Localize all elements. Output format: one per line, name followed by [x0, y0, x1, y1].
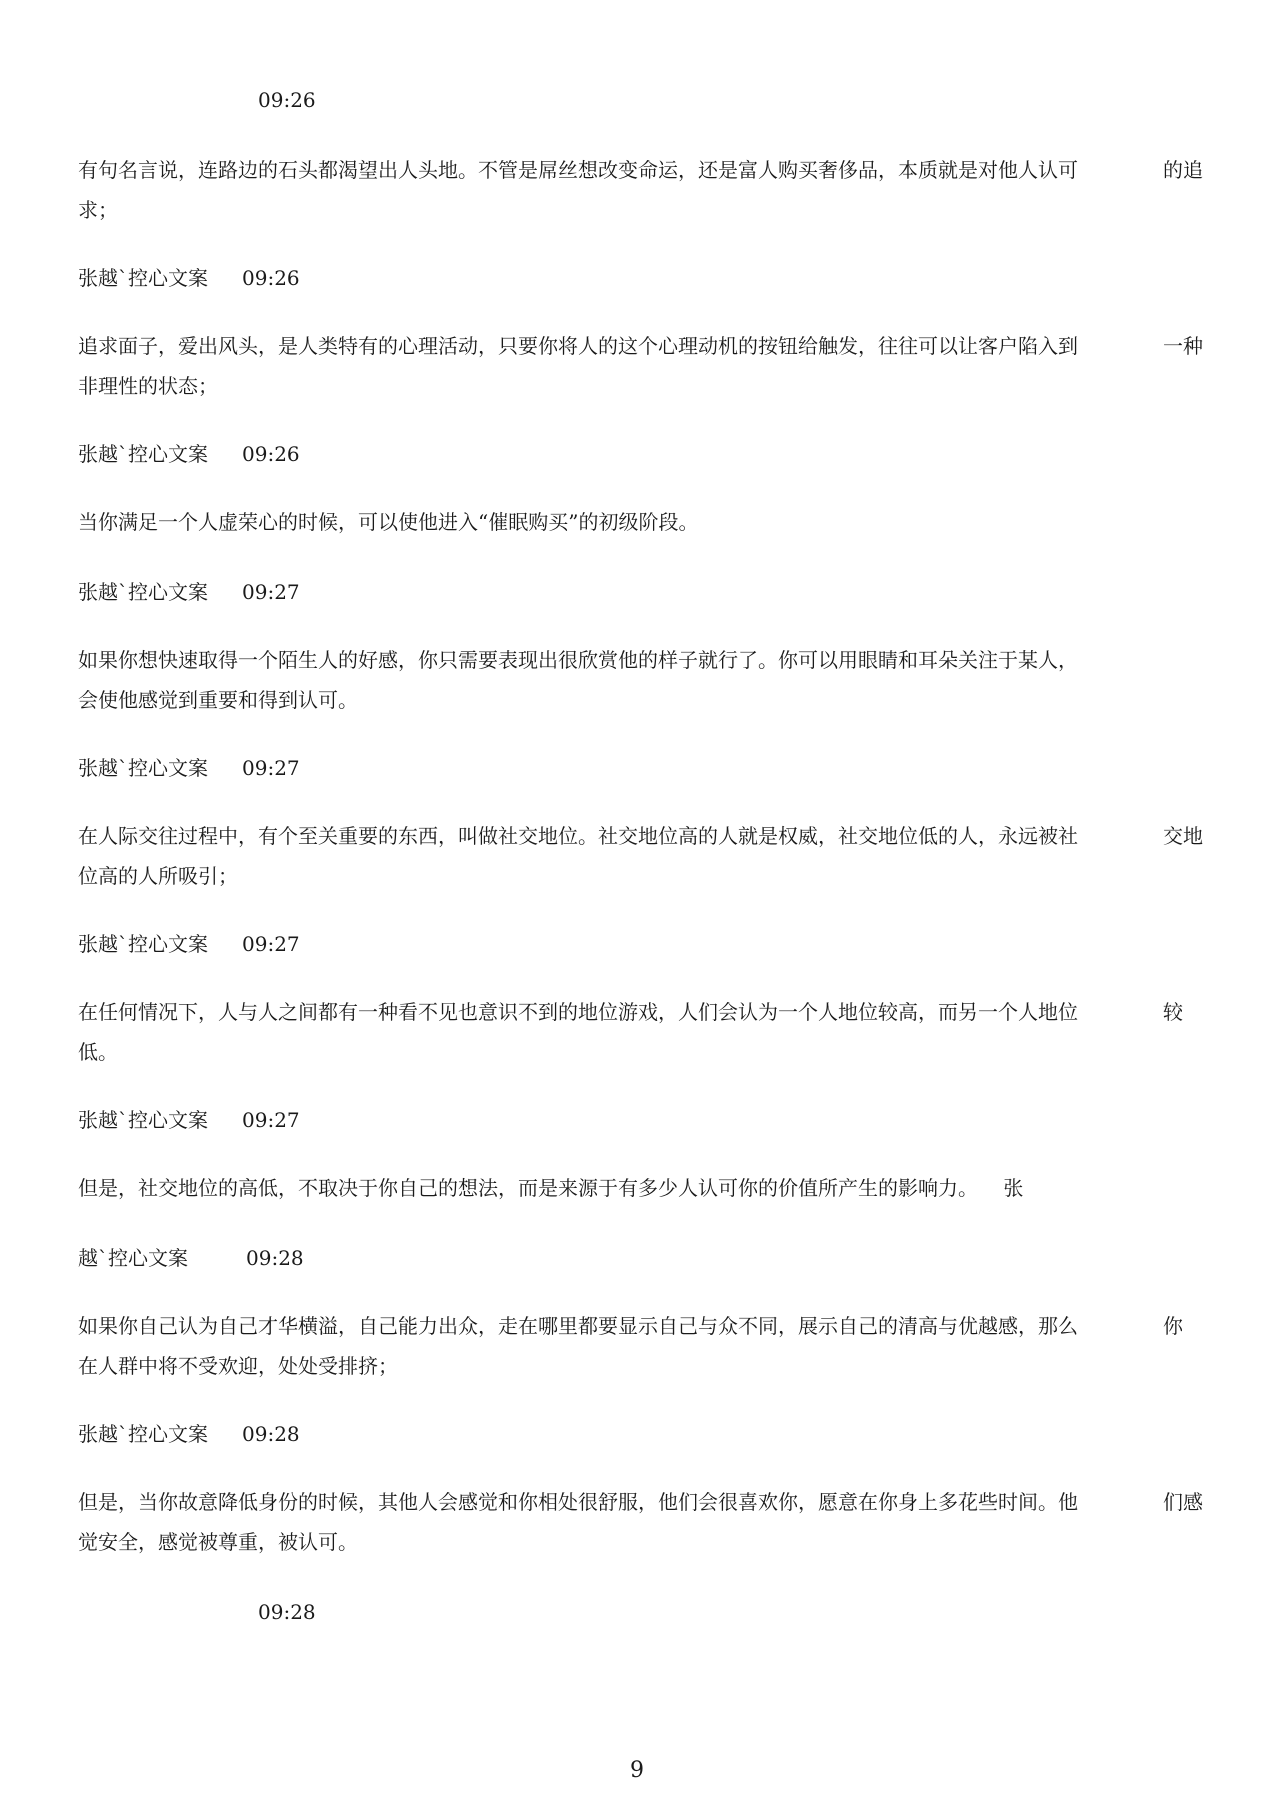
timestamp: 09:26 [242, 442, 300, 466]
message-paragraph [78, 992, 1208, 1072]
author-name: 张越`控心文案 [78, 1422, 208, 1446]
paragraph-line: 当你满足一个人虚荣心的时候，可以使他进入“催眠购买”的初级阶段。 [78, 510, 699, 534]
message-paragraph [78, 150, 1208, 230]
message-header [78, 1414, 300, 1454]
paragraph-line: 觉安全，感觉被尊重，被认可。 [78, 1530, 358, 1554]
message-header [78, 258, 300, 298]
paragraph-line-tail: 交地 [1163, 824, 1203, 848]
timestamp: 09:28 [242, 1422, 300, 1446]
paragraph-line: 但是，社交地位的高低，不取决于你自己的想法，而是来源于有多少人认可你的价值所产生的影响力。 张 [78, 1176, 1024, 1200]
paragraph-line-tail: 较 [1163, 1000, 1183, 1024]
paragraph-line: 追求面子，爱出风头，是人类特有的心理活动，只要你将人的这个心理动机的按钮给触发，往往可以让客户陷入到 [78, 334, 1078, 358]
author-name: 张越`控心文案 [78, 1108, 208, 1132]
paragraph-line: 在人群中将不受欢迎，处处受排挤； [78, 1354, 398, 1378]
paragraph-line-tail: 一种 [1163, 334, 1203, 358]
author-name: 张越`控心文案 [78, 932, 208, 956]
author-name: 张越`控心文案 [78, 266, 208, 290]
timestamp: 09:26 [242, 266, 300, 290]
timestamp: 09:27 [242, 932, 300, 956]
message-paragraph [78, 816, 1208, 896]
paragraph-line: 低。 [78, 1040, 118, 1064]
timestamp: 09:28 [258, 1600, 316, 1624]
author-name: 张越`控心文案 [78, 442, 208, 466]
message-header [78, 434, 300, 474]
paragraph-line-tail: 你 [1163, 1314, 1183, 1338]
paragraph-line: 非理性的状态； [78, 374, 218, 398]
message-paragraph [78, 1482, 1208, 1562]
page-number: 9 [630, 1758, 644, 1783]
paragraph-line-tail: 们感 [1163, 1490, 1203, 1514]
message-paragraph [78, 326, 1208, 406]
message-paragraph [78, 1168, 1208, 1208]
timestamp: 09:27 [242, 1108, 300, 1132]
message-header [78, 748, 300, 788]
message-paragraph [78, 640, 1208, 720]
message-header [78, 572, 300, 612]
paragraph-line: 求； [78, 198, 118, 222]
timestamp: 09:27 [242, 580, 300, 604]
message-header [78, 1238, 304, 1278]
author-name: 张越`控心文案 [78, 580, 208, 604]
paragraph-line: 会使他感觉到重要和得到认可。 [78, 688, 358, 712]
author-name: 越`控心文案 [78, 1246, 188, 1270]
message-header [78, 1100, 300, 1140]
paragraph-line: 在人际交往过程中，有个至关重要的东西，叫做社交地位。社交地位高的人就是权威，社交地位低的人，永远被社 [78, 824, 1078, 848]
timestamp: 09:26 [258, 88, 316, 112]
paragraph-line: 如果你自己认为自己才华横溢，自己能力出众，走在哪里都要显示自己与众不同，展示自己的清高与优越感，那么 [78, 1314, 1078, 1338]
paragraph-line: 但是，当你故意降低身份的时候，其他人会感觉和你相处很舒服，他们会很喜欢你，愿意在你身上多花些时间。他 [78, 1490, 1078, 1514]
paragraph-line: 位高的人所吸引； [78, 864, 238, 888]
paragraph-line: 如果你想快速取得一个陌生人的好感，你只需要表现出很欣赏他的样子就行了。你可以用眼睛和耳朵关注于某人， [78, 648, 1078, 672]
message-header [78, 924, 300, 964]
paragraph-line: 有句名言说，连路边的石头都渴望出人头地。不管是屌丝想改变命运，还是富人购买奢侈品，本质就是对他人认可 [78, 158, 1078, 182]
paragraph-line-tail: 的追 [1163, 158, 1203, 182]
message-paragraph [78, 502, 1208, 542]
message-paragraph [78, 1306, 1208, 1386]
timestamp: 09:28 [246, 1246, 304, 1270]
paragraph-line: 在任何情况下，人与人之间都有一种看不见也意识不到的地位游戏，人们会认为一个人地位较高，而另一个人地位 [78, 1000, 1078, 1024]
timestamp: 09:27 [242, 756, 300, 780]
author-name: 张越`控心文案 [78, 756, 208, 780]
